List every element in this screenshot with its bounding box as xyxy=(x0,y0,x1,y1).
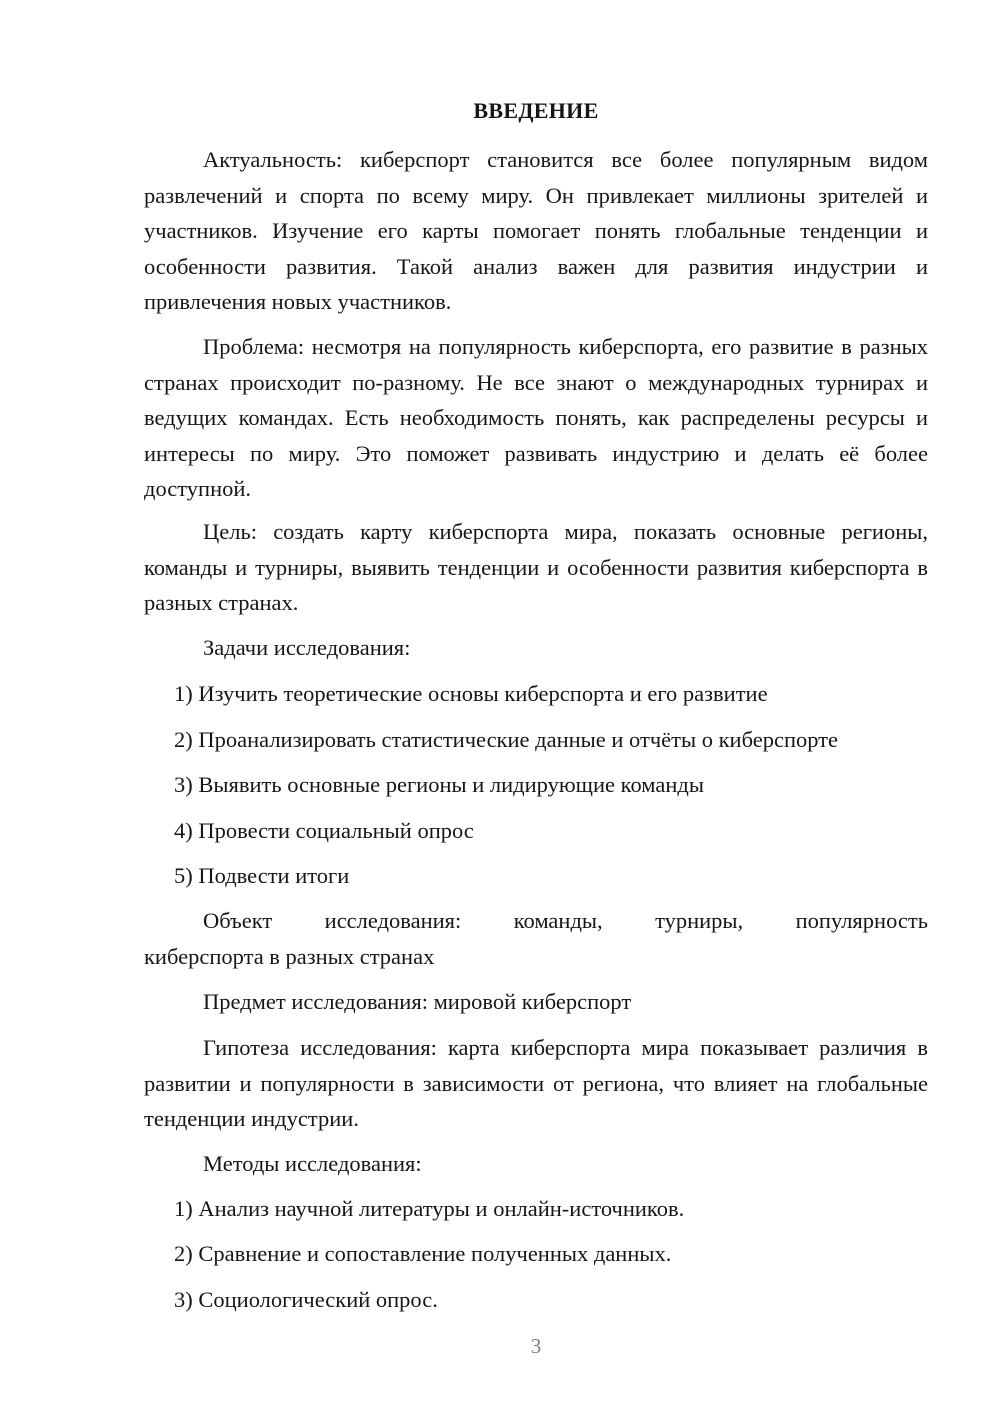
object-word: турниры, xyxy=(655,908,744,933)
task-item: 4) Провести социальный опрос xyxy=(174,818,474,843)
page-title: ВВЕДЕНИЕ xyxy=(473,98,599,123)
object-word: исследования: xyxy=(324,908,462,933)
tasks-heading: Задачи исследования: xyxy=(203,635,411,660)
object-word: Объект xyxy=(203,908,273,933)
method-item: 3) Социологический опрос. xyxy=(174,1287,438,1312)
object-word: команды, xyxy=(513,908,603,933)
task-item: 3) Выявить основные регионы и лидирующие команды xyxy=(174,772,704,797)
object-continuation: киберспорта в разных странах xyxy=(144,943,435,969)
task-item: 5) Подвести итоги xyxy=(174,863,350,888)
subject-paragraph: Предмет исследования: мировой киберспорт xyxy=(203,989,632,1014)
page-number: 3 xyxy=(530,1334,542,1358)
object-paragraph xyxy=(144,903,928,974)
relevance-paragraph: Актуальность: киберспорт становится все более популярным видом развлечений и спорта по всему миру. Он привлекает миллионы зрителей и участников. Изучение его карты помогает понять глобальные тенденции и особенности развития. Такой анализ важен для развития индустрии и привлечения новых участников. xyxy=(144,147,928,314)
object-word: популярность xyxy=(795,908,928,933)
methods-heading: Методы исследования: xyxy=(203,1151,422,1176)
problem-paragraph: Проблема: несмотря на популярность киберспорта, его развитие в разных странах происходит по-разному. Не все знают о международных турнирах и ведущих командах. Есть необходимость понять, как распределены ресурсы и интересы по миру. Это поможет развивать индустрию и делать её более доступной. xyxy=(144,334,928,501)
method-item: 2) Сравнение и сопоставление полученных данных. xyxy=(174,1241,672,1266)
method-item: 1) Анализ научной литературы и онлайн-источников. xyxy=(174,1196,685,1221)
goal-paragraph: Цель: создать карту киберспорта мира, показать основные регионы, команды и турниры, выявить тенденции и особенности развития киберспорта в разных странах. xyxy=(144,519,928,615)
hypothesis-paragraph: Гипотеза исследования: карта киберспорта мира показывает различия в развитии и популярности в зависимости от региона, что влияет на глобальные тенденции индустрии. xyxy=(144,1035,928,1131)
task-item: 1) Изучить теоретические основы киберспорта и его развитие xyxy=(174,681,768,706)
task-item: 2) Проанализировать статистические данные и отчёты о киберспорте xyxy=(174,727,839,752)
